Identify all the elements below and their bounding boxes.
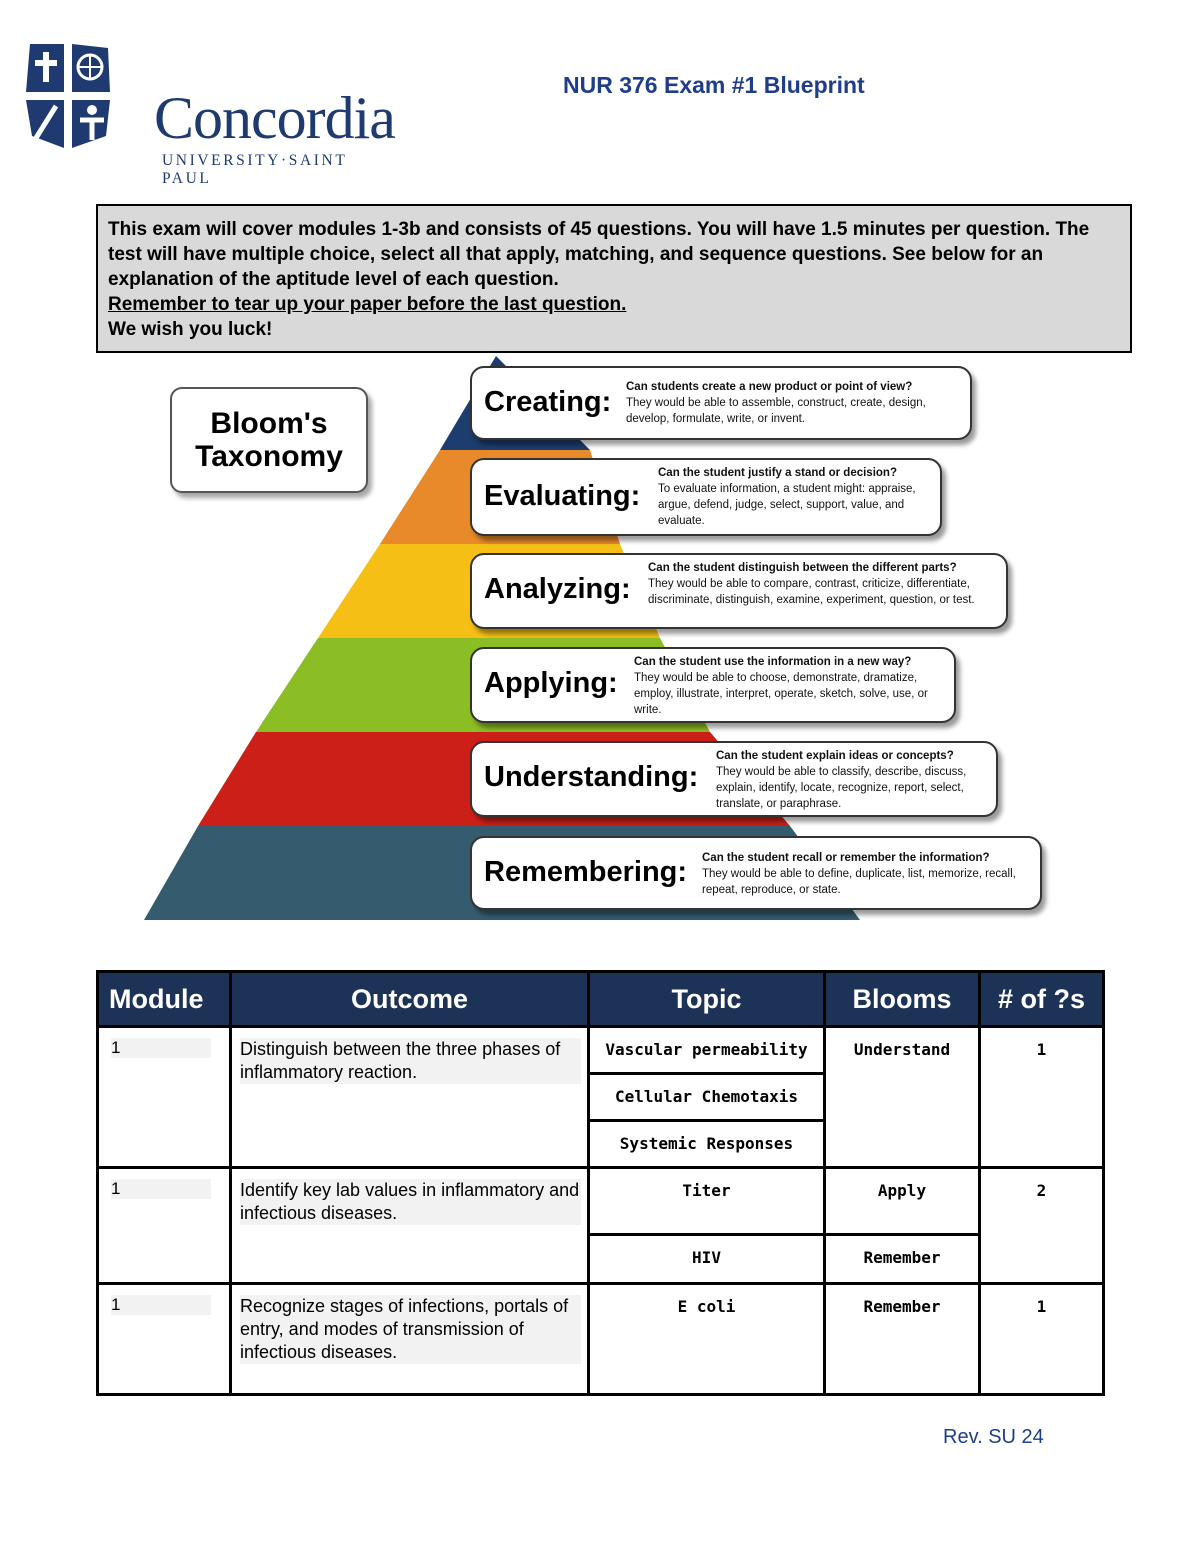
revision-label: Rev. SU 24 <box>943 1426 1044 1448</box>
header-outcome: Outcome <box>231 972 589 1027</box>
level-question: Can the student justify a stand or decision? <box>658 467 897 479</box>
module-cell <box>98 1284 231 1395</box>
level-analyzing <box>470 553 1008 629</box>
module-cell <box>98 1168 231 1284</box>
topic-cell: HIV <box>589 1235 825 1284</box>
blooms-cell: Remember <box>825 1284 980 1395</box>
module-number: 1 <box>111 1179 211 1199</box>
table-row <box>98 1168 1104 1235</box>
level-verbs: They would be able to define, duplicate, list, memorize, recall, repeat, reproduce, or state. <box>702 868 1016 896</box>
taxonomy-title-line1: Bloom's <box>210 407 328 440</box>
header-topic: Topic <box>589 972 825 1027</box>
level-verbs: They would be able to choose, demonstrate, dramatize, employ, illustrate, interpret, operate, sketch, solve, use, or write. <box>634 672 928 716</box>
level-understanding <box>470 741 998 817</box>
blooms-cell: Apply <box>825 1168 980 1235</box>
blooms-cell: Remember <box>825 1235 980 1284</box>
header-blooms: Blooms <box>825 972 980 1027</box>
level-verbs: They would be able to compare, contrast, criticize, differentiate, discriminate, distinguish, examine, experiment, question, or test. <box>648 578 975 606</box>
count-cell: 1 <box>980 1284 1104 1395</box>
level-creating <box>470 366 972 440</box>
level-description <box>634 654 950 718</box>
level-description <box>648 560 1000 608</box>
blooms-taxonomy-figure <box>0 350 1200 930</box>
blooms-taxonomy-label <box>170 387 368 493</box>
count-cell: 1 <box>980 1027 1104 1168</box>
taxonomy-title-line2: Taxonomy <box>195 440 343 473</box>
university-logo <box>22 40 395 187</box>
document-title: NUR 376 Exam #1 Blueprint <box>563 72 865 98</box>
level-verbs: They would be able to classify, describe, discuss, explain, identify, locate, recognize, report, select, translate, or paraphrase. <box>716 766 967 810</box>
level-description <box>626 379 966 427</box>
header-question-count: # of ?s <box>980 972 1104 1027</box>
instructions-box <box>96 204 1132 353</box>
logo-wordmark: Concordia <box>154 85 395 151</box>
count-cell: 2 <box>980 1168 1104 1284</box>
outcome-cell <box>231 1284 589 1395</box>
level-name: Remembering: <box>484 856 688 888</box>
topic-cell: Vascular permeability <box>589 1027 825 1074</box>
logo-subtitle: UNIVERSITY·SAINT PAUL <box>162 152 348 187</box>
outcome-text: Recognize stages of infections, portals of entry, and modes of transmission of infectious diseases. <box>240 1295 581 1364</box>
level-name: Understanding: <box>484 761 699 793</box>
level-description <box>716 748 992 812</box>
instructions-text: This exam will cover modules 1-3b and consists of 45 questions. You will have 1.5 minutes per question. The test will have multiple choice, select all that apply, matching, and sequence questions. See below for an explanation of the aptitude level of each question. <box>108 219 1090 290</box>
table-row <box>98 1027 1104 1074</box>
topic-cell: Cellular Chemotaxis <box>589 1074 825 1121</box>
level-question: Can students create a new product or point of view? <box>626 381 913 393</box>
topic-cell: Systemic Responses <box>589 1121 825 1168</box>
table-row <box>98 1284 1104 1395</box>
reminder-text: Remember to tear up your paper before the last question. <box>108 294 627 315</box>
level-description <box>658 465 936 529</box>
good-luck-text: We wish you luck! <box>108 319 273 340</box>
level-verbs: They would be able to assemble, construct, create, design, develop, formulate, write, or invent. <box>626 397 926 425</box>
level-name: Applying: <box>484 667 618 699</box>
topic-cell: Titer <box>589 1168 825 1235</box>
level-verbs: To evaluate information, a student might: appraise, argue, defend, judge, select, support, value, and evaluate. <box>658 483 916 527</box>
module-number: 1 <box>111 1038 211 1058</box>
module-number: 1 <box>111 1295 211 1315</box>
outcome-cell <box>231 1168 589 1284</box>
outcome-text: Distinguish between the three phases of inflammatory reaction. <box>240 1038 581 1084</box>
level-question: Can the student explain ideas or concepts? <box>716 750 954 762</box>
outcome-text: Identify key lab values in inflammatory and infectious diseases. <box>240 1180 580 1223</box>
level-question: Can the student distinguish between the different parts? <box>648 562 957 574</box>
blooms-cell: Understand <box>825 1027 980 1168</box>
shield-cross-icon <box>22 40 122 150</box>
level-name: Creating: <box>484 386 612 418</box>
header-module: Module <box>98 972 231 1027</box>
table-header-row <box>98 972 1104 1027</box>
topic-cell: E coli <box>589 1284 825 1395</box>
level-applying <box>470 647 956 723</box>
level-description <box>702 850 1036 898</box>
level-evaluating <box>470 458 942 536</box>
level-name: Analyzing: <box>484 573 631 605</box>
level-name: Evaluating: <box>484 480 641 512</box>
level-question: Can the student use the information in a new way? <box>634 656 912 668</box>
level-remembering <box>470 836 1042 910</box>
module-cell <box>98 1027 231 1168</box>
outcome-cell <box>231 1027 589 1168</box>
level-question: Can the student recall or remember the information? <box>702 852 990 864</box>
exam-blueprint-table <box>96 970 1105 1396</box>
